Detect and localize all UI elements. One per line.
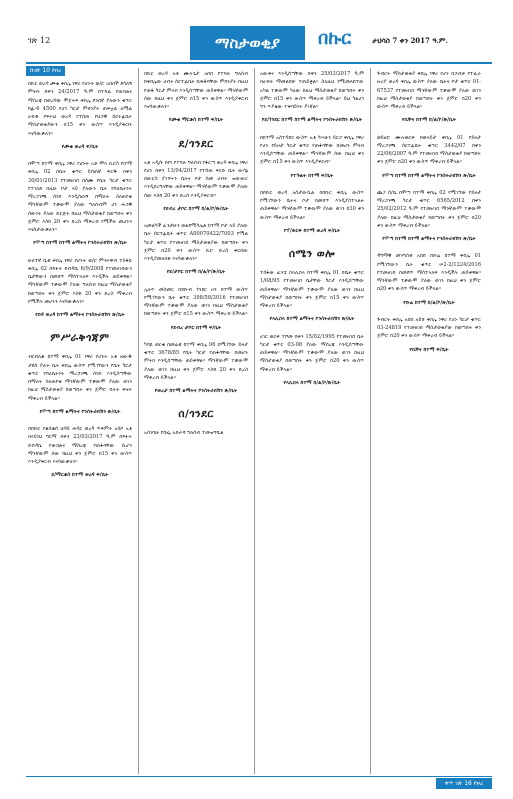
notice-signature: የደብረ ታቦር ከተማ ከ/ል/ኮ/ጽ/ቤት: [163, 205, 229, 212]
notice-paragraph: ሀገር ወርቅ ተሾመ በቀን 15/02/1995 የተመዘገበ ቤት ካርታ ቁጥር 03-08 ያለው ማስረጃ እንዲሰጣቸው ጠይቀዋል። ማንኛውም ተቃውሞ ያለው ወገን ከዚህ ማስታወቂያ ከወጣበት ቀን ጀምሮ በ20 ቀን ውስጥ ማቅረብ ይችላል።: [260, 333, 364, 373]
column-4: [377, 70, 481, 363]
notice-signature: የበዳ ወረዳ ከተማ ልማትና ኮንስትራክሽን ጽ/ቤት: [35, 312, 125, 318]
column-1: [28, 80, 132, 489]
notice-signature: የሞጣ ከተማ ከተማ ልማትና ኮንስትራክሽን ጽ/ቤት: [33, 240, 127, 247]
notice-paragraph: ዳግማዊ መንግስቱ አበበ በቡሬ ከተማ ቀበሌ 01 የሚገኘውን ቤት ቁጥር ሠ2-2/1224/2016 የተመዘገበ በመሸጥ ማስተላለፍ እንዲችሉ ጠይቀዋል። ማንኛውም ተቃውሞ ያለው ወገን ከዚህ ቀን ጀምሮ በ20 ቀን ውስጥ ማቅረብ ይችላል።: [377, 253, 481, 293]
masthead-title: በኩር: [318, 28, 352, 49]
notice-paragraph: አቶ አዲሱ በየነ የተባሉ ግለሰብ የፋርጣ ወረዳ ቀበሌ ነዋሪ የሆኑ በቀን 13/04/2017 የተሰጠ ፍርድ ቤት ውሳኔ በውርስ ያገኙትን ቤትና ቦታ ስመ ሀብት ዝውውር እንዲደረግላቸው ጠይቀዋል። ማንኛውም ተቃውሞ ያለው ሰው እስከ 20 ቀን ድረስ እንዲያቀርብ።: [144, 159, 248, 199]
notice-paragraph: በከተማ አስተዳደር ውስጥ አቶ ካሣሁን ይርጋ ቀበሌ ነዋሪ የሆኑ የይዞታ ካርታ ቁጥር የጠፋባቸው በመሆኑ ምትክ እንዲሰጣቸው ጠይቀዋል። ማንኛውም ሰው ከዚህ ቀን ጀምሮ በ15 ቀን ውስጥ እንዲያቀርብ።: [260, 134, 364, 166]
notice-paragraph: በኩር ወረዳ አቶ ሙሉጌታ አበበ የተባሉ ግለሰብ ከቀበሌው ሀብት ሰርተፊኬት በጠፋባቸው ምክንያት በዚህ የጠፋ ካርታ ምትክ እንዲሰጣቸው ጠይቀዋል። ማንኛውም ሰው ከዚህ ቀን ጀምሮ በ15 ቀን ውስጥ እንዲያቀርብ እናሳውቃለን።: [144, 71, 248, 110]
notice-signature: የሞጣ ከተማ ከተማ ልማትና ኮንስትራክሽን ጽ/ቤት: [382, 172, 476, 179]
notice-signature: የሞጣ ከተማ ልማትና ኮንስትራክሽን ጽ/ቤት: [39, 408, 121, 415]
notice-signature: የላሊበላ ከተማ ልማትና ኮንስትራክሽን ጽ/ቤት: [269, 316, 355, 323]
page-number: ገጽ 12: [28, 36, 51, 45]
footer-badge-text: ቀጥ ገጽ 16 የዞረ: [444, 779, 484, 787]
notice-paragraph: በሞጣ ከተማ ቀበሌ ነዋሪ የሆኑት አቶ ሞላ ኪሮስ ከተማ ቀበሌ 02 በቤት ቁጥር ይሰጠኛ ፍርዱ በቀን 30/01/2013 የተመዘገበ በስሙ የቤት ካርታ ቁጥር የተገለጸ በዚሁ ቦታ ላይ ያለውን ቤት የባለቤትነት ማረጋገጫ ሰነድ እንዲሰጠኝ በማለት ስለጠየቁ ማንኛውም ተቃውሞ ያለው ግለሰብም ሆነ ሕጋዊ ሰውነት ያለው ድርጅት ከዚህ ማስታወቂያ ከወጣበት ቀን ጀምሮ እስከ 20 ቀን ድረስ ማቅረብ የሚችሉ መሆኑን እናስታውቃለን።: [28, 161, 132, 233]
notice-signature: የደ/ታቦር ከተማ ከ/ል/ኮ/ጽ/ቤት: [166, 269, 226, 276]
footer-rule: [26, 776, 492, 777]
section-title-banner: [190, 26, 305, 60]
notice-signature: የወረታ ከተማ ልማትና ኮንስትራክሽን ጽ/ቤት: [154, 388, 238, 394]
column-2: [144, 70, 248, 443]
notice-paragraph: በበኩር የቆሰቆሰ ህዳይ ሕዳር ወረዳ ጥቅምት አስቦ አቶ በላይነህ ግርማ በቀን 23/03/2017 ዓ.ም በጻፉት ደብዳቤ የውክልና ማስረጃ የጠፋባቸው ሲሆን ማንኛውም ሰው ከዚህ ቀን ጀምሮ በ15 ቀን ውስጥ እንዲያቀርብ እናሳውቃለን።: [28, 426, 132, 465]
notice-signature: የቢቸና ከተማ ፍ/ቤት: [409, 346, 449, 353]
notice-paragraph: አመልካች ፈንታሁን ወልደሚካኤል ከተማ ቦታ ላይ ያለው ቤት ሰርተፊኬት ቁጥር A00070422/7003 የሚል ካርታ ቁጥር የተመዘገበ ማስታወቂያው ከወጣበት ቀን ጀምሮ በ20 ቀን ውስጥ ቢሮ ድረስ ቀርበው እንዲያመለክቱ እናሳውቃለን።: [144, 223, 248, 262]
notice-paragraph: አስገባሁ የሸፌ አድራሻ ግለሰብ ተመዝግቧል: [144, 430, 224, 437]
notice-paragraph: ጨጋ ሰ/ቤ በሞጣ ከተማ ቀበሌ 02 የሚገኘው የይዞታ ማረጋገጫ ካርታ ቁጥር 6565/2012 በቀን 25/02/2012 ዓ.ም የተመዘገበ ማንኛውም ተቃውሞ ያለው ከዚህ ማስታወቂያ ከወጣበት ቀን ጀምሮ በ20 ቀን ውስጥ ማቅረብ ይችላል።: [377, 189, 481, 229]
notice-signature: የቡሬ ከተማ ከ/ል/ኮ/ጽ/ቤት: [403, 299, 455, 306]
notice-signature: የቢቸና ከተማ ከ/ል/ኮ/ጽ/ቤት: [401, 117, 457, 124]
notice-paragraph: ተሰፋው ፈንቴ በላሊበላ ከተማ ቀበሌ 01 በቤት ቁጥር 1/08/95 የተመዘገበ ቤታቸው ካርታ እንዲሰጣቸው ጠይቀዋል። ማንኛውም ተቃውሞ ያለው ወገን ከዚህ ማስታወቂያ ከወጣበት ቀን ጀምሮ በ15 ቀን ውስጥ ማቅረብ ይችላል።: [260, 270, 364, 309]
notice-signature: የደ/ጎንደር ከተማ ከተማ ልማትና ኮንስትራክሽን ጽ/ቤት: [261, 117, 363, 124]
notice-signature: ደ/ማርቆስ ከተማ ወረዳ ፍ/ቤት: [51, 472, 109, 479]
notice-signature: የጮቄ ወረዳ ፍ/ቤት: [61, 143, 99, 150]
notice-paragraph: ጉብርት ማስታወቂያ ቀበሌ ነዋሪ የሆኑ በጋብቻ የተፈራ ዙሪያ ወረዳ ቀበሌ ውስጥ ያለው ቤትና ቦታ ቁጥር 01-67537 የተመዘገበ ማንኛውም ተቃውሞ ያለው ወገን ከዚህ ማስታወቂያ ከወጣበት ቀን ጀምሮ በ20 ቀን ውስጥ ማቅረብ ይችላል።: [377, 71, 481, 110]
column-divider: [138, 68, 139, 774]
column-divider: [254, 68, 255, 774]
notice-paragraph: ብርሸለቆ ከተማ ቀበሌ 01 ነዋሪ የሆኑት አቶ ዘውዱ ታደሰ ያሉት ቤት ቀበሌ ውስጥ የሚገኘውን የቤት ካርታ ቁጥር የባለቤትነት ማረጋገጫ ሰነድ እንዲሰጣቸው በማለት ስለጠየቁ ማንኛውም ተቃውሞ ያለው ወገን ከዚህ ማስታወቂያ ከወጣበት ቀን ጀምሮ ባሉት ቀናት ማቅረብ ይችላል።: [28, 354, 132, 402]
region-heading: ደ/ጎንደር: [178, 137, 214, 150]
notice-paragraph: በኩር ወረዳ ጮቄ ቀበሌ ነዋሪ የሆኑት ወ/ሮ አበበች ደሳለኝ ምትኩ በቀን 24/2017 ዓ.ም በተጻፈ የውክልና ማስረጃ በወረዳው ሞጀትፍ ቀበሌ ደንበኛ ያለውን ቁጥር ከፊ-6 4500 የሆነ ካርታ ምክንያት ጠፍቷል ለሚል ሀብቱ የፍትህ ወረዳ የተሰጠ የህጋዊ ሰርትፊኬት ማስታወቂያውን በ15 ቀን ውስጥ እንዲያቀርቡ እናሳውቃለን።: [28, 81, 132, 137]
notice-signature: የጮቄ ማርቆስ ከተማ ፍ/ቤት: [168, 117, 224, 124]
issue-date: ታህሳስ 7 ቀን 2017 ዓ.ም.: [372, 36, 448, 45]
notice-paragraph: ሁለተኛ ቤቱ ቀበሌ ነዋሪ የሆኑት ወ/ሮ ምንትዋብ ተስፋዬ ቀበሌ 02 በጻፉት ደብዳቤ 6/9/2008 የተመዘገበውን ቤታቸውን በመሸጥ ማስተላለፍ እንዲችሉ ጠይቀዋል። ማንኛውም ተቃውሞ ያለው ግለሰብ ከዚህ ማስታወቂያ ከወጣበት ቀን ጀምሮ እስከ 20 ቀን ድረስ ማቅረብ የሚችሉ መሆኑን እናሳውቃለን።: [28, 257, 132, 305]
column-3: [260, 70, 364, 396]
notice-paragraph: ካሳዬ ወርቁ በመሬቱ ከተማ ቀበሌ 06 በሚገኘው ይዞታ ቁጥር 3678/85 የቤት ካርታ የጠፋባቸው በመሆኑ ምትክ እንዲሰጣቸው ጠይቀዋል። ማንኛውም ተቃውሞ ያለው ወገን ከዚህ ቀን ጀምሮ እስከ 20 ቀን ድረስ ማቅረብ ይችላል።: [144, 341, 248, 381]
notice-signature: የላሊበላ ከተማ ከ/ል/ኮ/ጽ/ቤት: [283, 379, 341, 386]
header-rule: [26, 62, 492, 64]
column-divider: [370, 68, 371, 774]
notice-paragraph: ጉብርት ቀበሌ አበበ አይሸ ቀበሌ ነዋሪ የሆኑ ካርታ ቁጥር 03-24819 የተመዘገበ ማስታወቂያው ከወጣበት ቀን ጀምሮ በ20 ቀን ውስጥ ማቅረብ ይችላል።: [377, 316, 481, 340]
notice-signature: የተጉልት ከተማ ፍ/ቤት: [290, 172, 334, 179]
notice-signature: የደብረ ታቦር ከተማ ፍ/ቤት: [170, 324, 222, 331]
notice-paragraph: አውቀና እንዲሰጣቸው በቀን 25/03/2017 ዓ.ም በሀብት ማመልከቻ ተጠይቋል። ስለዚህ የሚመለከተው አካል ተቃውሞ ካለው ከዚህ ማስታወቂያ ከወጣበት ቀን ጀምሮ በ15 ቀን ውስጥ ማቅረብ ይችላል። ይህ ካልሆነ ግን ጥያቄው ተቀባይነት ያገኛል።: [260, 71, 364, 110]
notice-paragraph: ወይዘሮ ሙሉወርቅ በወላይታ ቀበሌ 01 የይዞታ ማረጋገጫ ሰርተፊኬት ቁጥር 3442/07 በቀን 22/06/2007 ዓ.ም የተመዘገበ ማስታወቂያ ከወጣበት ቀን ጀምሮ በ20 ቀን ውስጥ ማቅረብ ይችላል።: [377, 134, 481, 166]
continued-tag: [26, 66, 65, 76]
region-heading: ምሥራቅጎጃም: [50, 332, 110, 345]
footer-badge: [436, 778, 492, 789]
notice-signature: የፕ/ወርቅ ከተማ ወረዳ ፍ/ቤት: [283, 227, 341, 234]
continued-tag-text: ከገጽ 10 የዞረ: [30, 67, 62, 74]
notice-paragraph: ኢትዮ መስመር በደቡብ ጎንደር ዞን ከተማ ውስጥ የሚገኘውን ቤት ቁጥር 398/58/2016 የተመዘገበ ማንኛውም ተቃውሞ ያለው ወገን ከዚህ ማስታወቂያ ከወጣበት ቀን ጀምሮ በ15 ቀን ውስጥ ማቅረብ ይችላል።: [144, 286, 248, 318]
notice-signature: የሞጣ ከተማ ከተማ ልማትና ኮንስትራክሽን ጽ/ቤት: [382, 236, 476, 242]
notice-paragraph: በበኩር ወረዳ አስታውሷል በበኩር ቀበሌ ውስጥ የሚገኘውን ቤትና ቦታ በመሸጥ እንዲያስተላልፉ ጠይቀዋል። ማንኛውም ተቃውሞ ያለው ወገን በ30 ቀን ውስጥ ማቅረብ ይችላል።: [260, 189, 364, 221]
region-heading: ሰ/ጎንደር: [178, 408, 214, 421]
section-title: ማስታወቂያ: [215, 34, 280, 52]
region-heading: ሰሜን ወሎ: [288, 248, 336, 260]
